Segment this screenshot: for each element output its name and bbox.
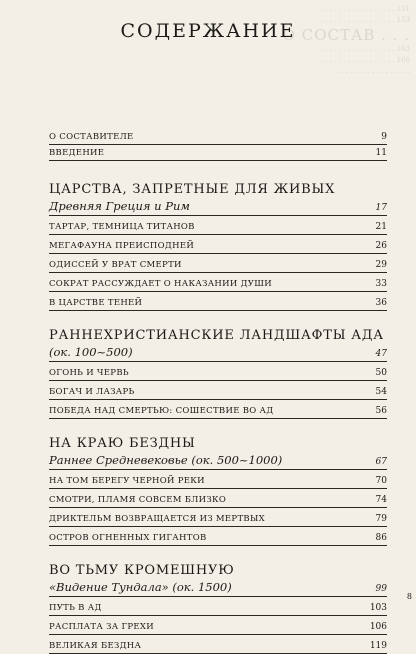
toc-entry-page: 67 [375, 457, 387, 467]
toc-entry-page: 99 [375, 584, 387, 594]
toc-entry-page: 119 [369, 641, 387, 651]
section-heading[interactable]: РАННЕХРИСТИАНСКИЕ ЛАНДШАФТЫ АДА [49, 328, 384, 343]
toc-entry-about-compiler[interactable] [49, 129, 387, 145]
toc-entry-page: 74 [375, 495, 387, 505]
toc-entry-page: 29 [375, 260, 387, 270]
toc-entry-page: 26 [375, 241, 387, 251]
section-subtitle[interactable] [49, 451, 387, 470]
toc-entry[interactable] [49, 489, 387, 508]
toc-entry-page: 103 [369, 603, 387, 613]
section-subtitle-text: «Видение Тундала» (ок. 1500) [49, 580, 232, 594]
toc-entry[interactable] [49, 527, 387, 546]
toc-entry-label: ПОБЕДА НАД СМЕРТЬЮ: СОШЕСТВИЕ ВО АД [49, 406, 274, 416]
toc-entry-label: ОДИССЕЙ У ВРАТ СМЕРТИ [49, 260, 182, 270]
toc-entry-label: ОСТРОВ ОГНЕННЫХ ГИГАНТОВ [49, 533, 207, 543]
toc-entry-page: 9 [381, 132, 387, 142]
toc-entry-page: 70 [375, 476, 387, 486]
toc-entry-label: ДРИКТЕЛЬМ ВОЗВРАЩАЕТСЯ ИЗ МЕРТВЫХ [49, 514, 265, 524]
section-subtitle-text: Раннее Средневековье (ок. 500~1000) [49, 453, 283, 467]
toc-entry-page: 47 [375, 349, 387, 359]
toc-entry[interactable] [49, 216, 387, 235]
toc-entry-page: 79 [375, 514, 387, 524]
toc-entry-label: РАСПЛАТА ЗА ГРЕХИ [49, 622, 154, 632]
toc-entry[interactable] [49, 381, 387, 400]
toc-entry-label: СМОТРИ, ПЛАМЯ СОВСЕМ БЛИЗКО [49, 495, 227, 505]
toc-entry-page: 106 [369, 622, 387, 632]
toc-entry[interactable] [49, 470, 387, 489]
show-through-text: . . . . . . . . . . . . . . . . . 151 . . . . . . . . . . . . . . . . . 153 О СОСТАВ . . . . . . . . . . . . . . . . . . . . 163 . . . . . . . . . . . . . . . . . 166 . . . . . . . . . . . . . . . . . [282, 5, 410, 75]
toc-entry[interactable] [49, 362, 387, 381]
toc-entry-label: ОГОНЬ И ЧЕРВЬ [49, 368, 129, 378]
toc-entry[interactable] [49, 616, 387, 635]
toc-entry-label: СОКРАТ РАССУЖДАЕТ О НАКАЗАНИИ ДУШИ [49, 279, 272, 289]
toc-entry-page: 11 [375, 148, 387, 158]
toc-entry-page: 21 [375, 222, 387, 232]
toc-entry-label: НА ТОМ БЕРЕГУ ЧЕРНОЙ РЕКИ [49, 476, 205, 486]
toc-entry[interactable] [49, 235, 387, 254]
section-subtitle-text: (ок. 100~500) [49, 345, 133, 359]
toc-entry-label: В ЦАРСТВЕ ТЕНЕЙ [49, 298, 143, 308]
section-subtitle[interactable] [49, 343, 387, 362]
toc-entry-introduction[interactable] [49, 145, 387, 161]
toc-entry-page: 86 [375, 533, 387, 543]
section-heading[interactable]: НА КРАЮ БЕЗДНЫ [49, 436, 196, 451]
toc-entry-page: 50 [375, 368, 387, 378]
toc-entry-label: ВЕЛИКАЯ БЕЗДНА [49, 641, 142, 651]
toc-entry-label: ВВЕДЕНИЕ [49, 148, 105, 158]
toc-entry[interactable] [49, 292, 387, 311]
toc-entry-label: МЕГАФАУНА ПРЕИСПОДНЕЙ [49, 241, 195, 251]
toc-entry-label: ТАРТАР, ТЕМНИЦА ТИТАНОВ [49, 222, 195, 232]
section-heading[interactable]: ВО ТЬМУ КРОМЕШНУЮ [49, 563, 235, 578]
toc-entry-label: О СОСТАВИТЕЛЕ [49, 132, 134, 142]
toc-entry-label: ПУТЬ В АД [49, 603, 102, 613]
toc-entry[interactable] [49, 273, 387, 292]
toc-entry-page: 54 [375, 387, 387, 397]
section-subtitle-text: Древняя Греция и Рим [49, 199, 190, 213]
toc-entry[interactable] [49, 508, 387, 527]
section-subtitle[interactable] [49, 197, 387, 216]
page-number: 8 [406, 592, 412, 601]
section-heading[interactable]: ЦАРСТВА, ЗАПРЕТНЫЕ ДЛЯ ЖИВЫХ [49, 182, 336, 197]
section-subtitle[interactable] [49, 578, 387, 597]
toc-entry[interactable] [49, 254, 387, 273]
toc-entry-page: 17 [375, 203, 387, 213]
toc-entry-page: 56 [375, 406, 387, 416]
toc-entry-label: БОГАЧ И ЛАЗАРЬ [49, 387, 135, 397]
table-of-contents [49, 129, 387, 654]
page-title: СОДЕРЖАНИЕ [120, 20, 296, 42]
toc-entry-page: 33 [375, 279, 387, 289]
toc-entry[interactable] [49, 400, 387, 419]
toc-entry[interactable] [49, 635, 387, 654]
toc-entry-page: 36 [375, 298, 387, 308]
